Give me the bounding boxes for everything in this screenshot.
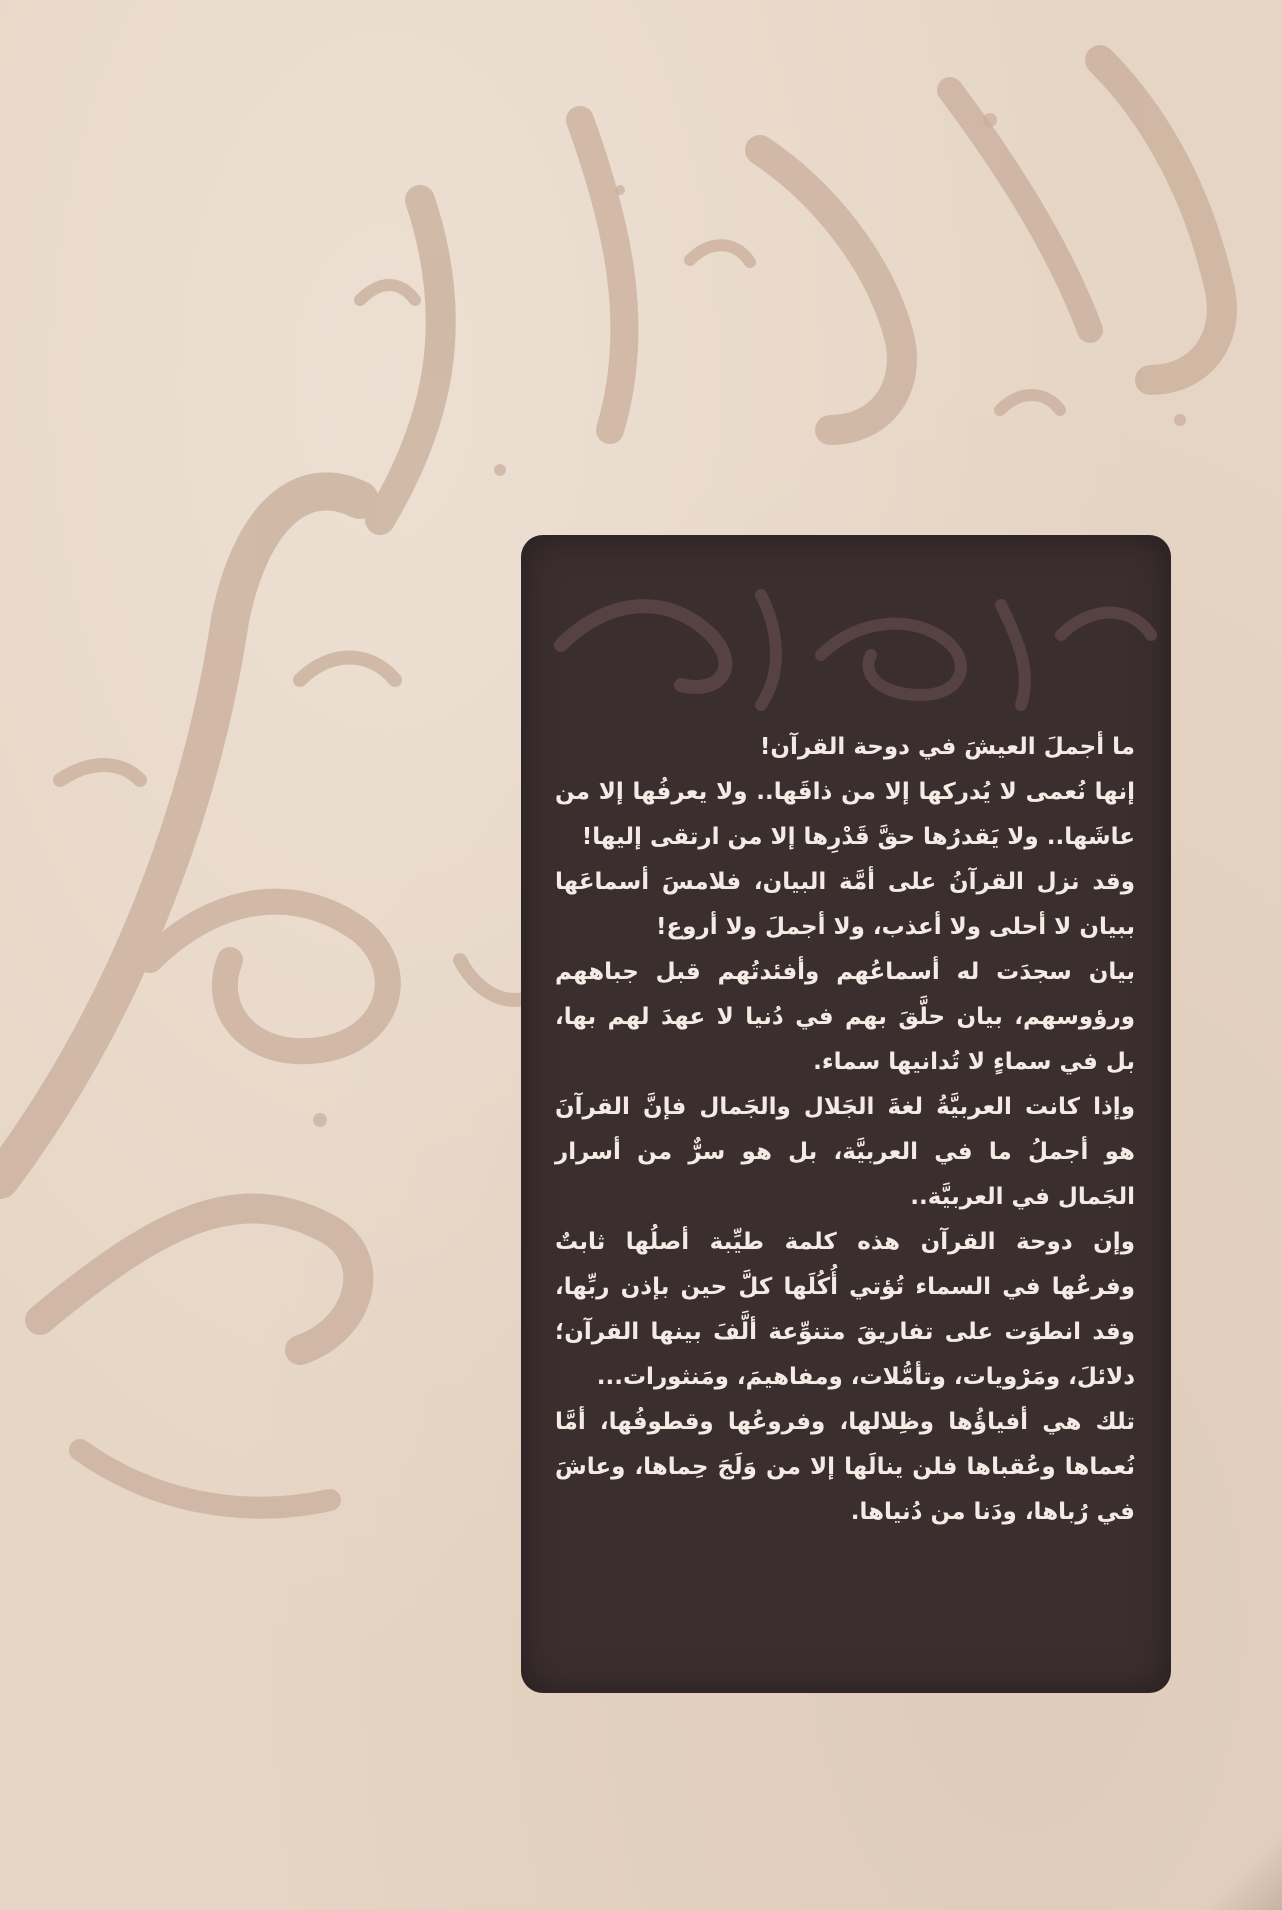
cover-description-text — [555, 725, 1135, 1535]
paragraph-closing: تلك هي أفياؤُها وظِلالها، وفروعُها وقطوفُها، أمَّا نُعماها وعُقباها فلن ينالَها إلا من وَلَجَ حِماها، وعاشَ في رُباها، ودَنا من دُنياها. — [555, 1409, 1135, 1525]
text-panel — [521, 535, 1171, 1693]
paragraph-opening: ما أجملَ العيشَ في دوحة القرآن! — [759, 734, 1135, 760]
paragraph-sujood: بيان سجدَت له أسماعُهم وأفئدتُهم قبل جباههم ورؤوسهم، بيان حلَّقَ بهم في دُنيا لا عهدَ لهم بها، بل في سماءٍ لا تُدانيها سماء. — [555, 959, 1135, 1075]
panel-calligraphy-watermark — [521, 535, 1171, 745]
paragraph-good-word: وإن دوحة القرآن هذه كلمة طيِّبة أصلُها ثابتٌ وفرعُها في السماء تُؤتي أُكُلَها كلَّ حين بإذن ربِّها، وقد انطوَت على تفاريقَ متنوِّعة ألَّفَ بينها القرآن؛ دلائلَ، ومَرْويات، وتأمُّلات، ومفاهيمَ، ومَنثورات... — [555, 1229, 1135, 1390]
paragraph-nuama: إنها نُعمى لا يُدركها إلا من ذاقَها.. ولا يعرفُها إلا من عاشَها.. ولا يَقدرُها حقَّ قَدْرِها إلا من ارتقى إليها! — [555, 779, 1135, 850]
page-corner-shade — [1192, 1820, 1282, 1910]
paragraph-bayan: وقد نزل القرآنُ على أمَّة البيان، فلامسَ أسماعَها ببيان لا أحلى ولا أعذب، ولا أجملَ ولا أروع! — [555, 869, 1135, 940]
paragraph-arabic-language: وإذا كانت العربيَّةُ لغةَ الجَلال والجَمال فإنَّ القرآنَ هو أجملُ ما في العربيَّة، بل هو سرٌّ من أسرار الجَمال في العربيَّة.. — [555, 1094, 1135, 1210]
